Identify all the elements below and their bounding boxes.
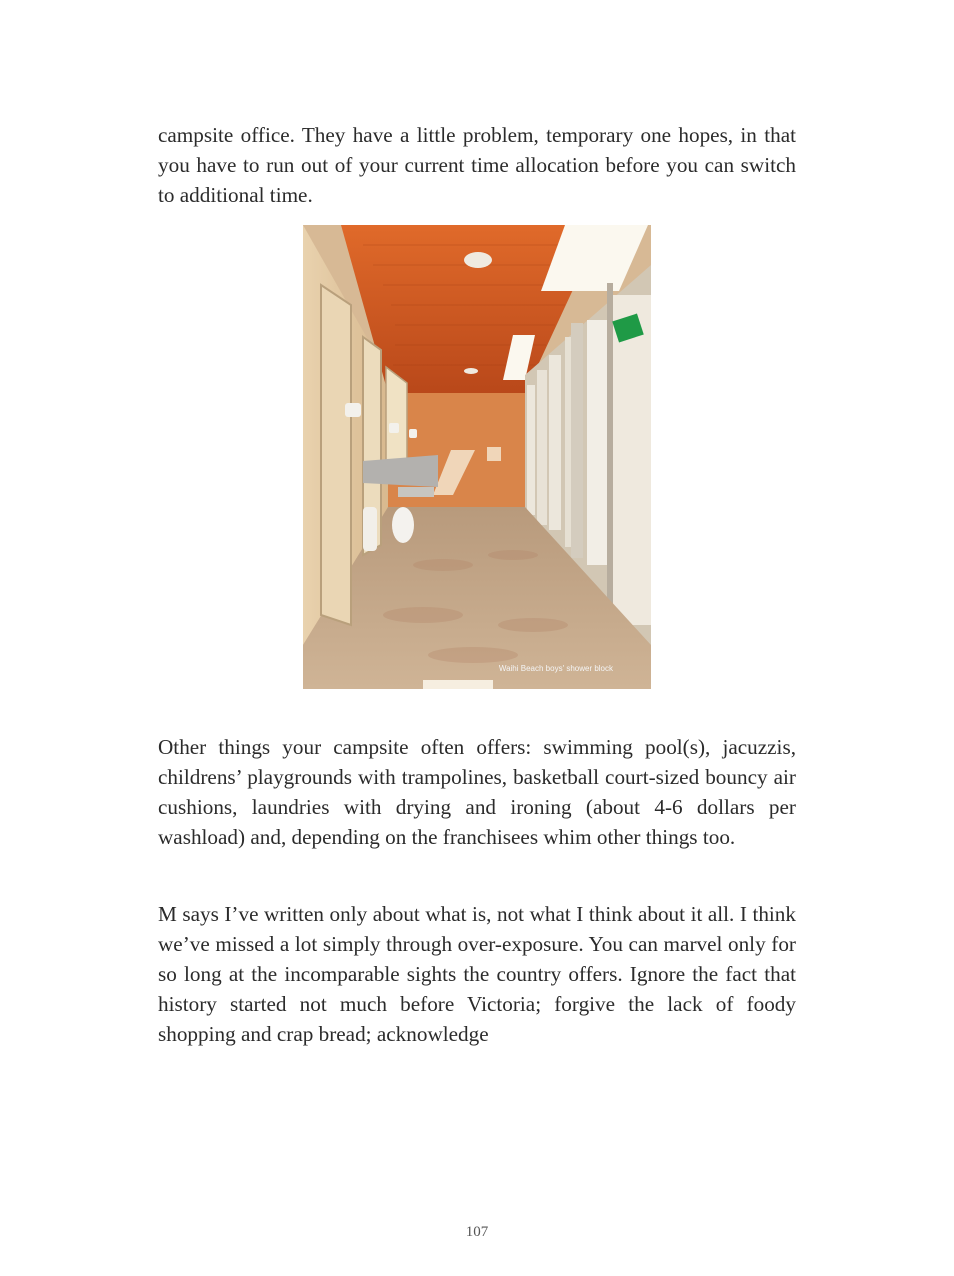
mirror <box>321 285 351 625</box>
page-number: 107 <box>465 1224 489 1240</box>
paragraph-1: campsite office. They have a little problem, temporary one hopes, in that you have to run out of your current time allocation before you can switch to additional time. <box>158 123 796 207</box>
shower-block-photo <box>303 225 651 689</box>
paragraph-2: Other things your campsite often offers: swimming pool(s), jacuzzis, childrens’ playgrounds with trampolines, basketball court-sized bouncy air cushions, laundries with drying and ironing (about 4-6 dollars per washload) and, depending on the franchisees whim other things too. <box>158 735 796 849</box>
photo-caption: Waihi Beach boys' shower block <box>498 664 613 673</box>
ceiling-light <box>464 252 492 268</box>
bin <box>392 507 414 543</box>
shower-block-illustration <box>303 225 651 689</box>
hand-dryer <box>345 403 361 417</box>
paragraph-3: M says I’ve written only about what is, not what I think about it all. I think we’ve missed a lot simply through over-exposure. You can marvel only for so long at the incomparable sights the country offers. Ignore the fact that history started not much before Victoria; forgive the lack of foody shopping and crap bread; acknowledge <box>158 902 796 1046</box>
